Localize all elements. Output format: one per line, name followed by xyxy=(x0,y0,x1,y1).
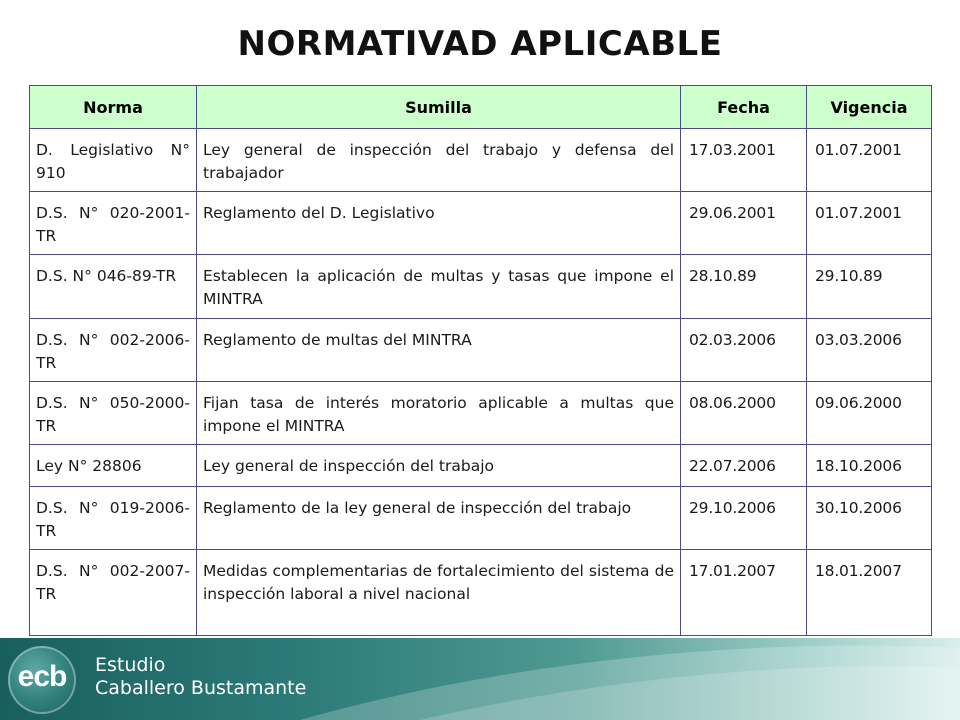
cell-fecha: 02.03.2006 xyxy=(681,319,807,382)
cell-sumilla: Reglamento de multas del MINTRA xyxy=(197,319,681,382)
header-sumilla: Sumilla xyxy=(197,86,681,129)
cell-norma: D.S. N° 019-2006-TR xyxy=(30,487,197,550)
table-row xyxy=(30,487,932,550)
cell-norma: D. Legislativo N° 910 xyxy=(30,129,197,192)
cell-fecha: 08.06.2000 xyxy=(681,382,807,445)
cell-fecha: 17.01.2007 xyxy=(681,550,807,636)
table-row xyxy=(30,192,932,255)
firm-name-line1: Estudio xyxy=(95,654,166,676)
cell-vigencia: 30.10.2006 xyxy=(807,487,932,550)
cell-vigencia: 18.10.2006 xyxy=(807,445,932,487)
table-row xyxy=(30,255,932,319)
cell-vigencia: 01.07.2001 xyxy=(807,192,932,255)
cell-vigencia: 18.01.2007 xyxy=(807,550,932,636)
cell-sumilla: Fijan tasa de interés moratorio aplicable a multas que impone el MINTRA xyxy=(197,382,681,445)
cell-fecha: 29.10.2006 xyxy=(681,487,807,550)
cell-sumilla: Establecen la aplicación de multas y tasas que impone el MINTRA xyxy=(197,255,681,319)
cell-fecha: 28.10.89 xyxy=(681,255,807,319)
normativa-table xyxy=(29,85,932,636)
header-vigencia: Vigencia xyxy=(807,86,932,129)
cell-norma: D.S. N° 050-2000-TR xyxy=(30,382,197,445)
header-norma: Norma xyxy=(30,86,197,129)
header-fecha: Fecha xyxy=(681,86,807,129)
cell-vigencia: 03.03.2006 xyxy=(807,319,932,382)
cell-norma: D.S. N° 002-2006-TR xyxy=(30,319,197,382)
cell-fecha: 17.03.2001 xyxy=(681,129,807,192)
cell-fecha: 22.07.2006 xyxy=(681,445,807,487)
cell-fecha: 29.06.2001 xyxy=(681,192,807,255)
cell-sumilla: Medidas complementarias de fortalecimiento del sistema de inspección laboral a nivel nacional xyxy=(197,550,681,636)
cell-norma: D.S. N° 046-89-TR xyxy=(30,255,197,319)
firm-name-line2: Caballero Bustamante xyxy=(95,677,307,699)
table-row xyxy=(30,129,932,192)
table-header-row xyxy=(30,86,932,129)
cell-norma: D.S. N° 020-2001-TR xyxy=(30,192,197,255)
cell-sumilla: Ley general de inspección del trabajo y defensa del trabajador xyxy=(197,129,681,192)
cell-norma: Ley N° 28806 xyxy=(30,445,197,487)
cell-sumilla: Reglamento de la ley general de inspección del trabajo xyxy=(197,487,681,550)
cell-vigencia: 29.10.89 xyxy=(807,255,932,319)
table-row xyxy=(30,550,932,636)
table-row xyxy=(30,382,932,445)
cell-sumilla: Reglamento del D. Legislativo xyxy=(197,192,681,255)
cell-vigencia: 09.06.2000 xyxy=(807,382,932,445)
cell-sumilla: Ley general de inspección del trabajo xyxy=(197,445,681,487)
table-row xyxy=(30,319,932,382)
table-row xyxy=(30,445,932,487)
ecb-logo-text: ecb xyxy=(17,660,67,693)
page-title: NORMATIVAD APLICABLE xyxy=(237,24,723,64)
cell-vigencia: 01.07.2001 xyxy=(807,129,932,192)
cell-norma: D.S. N° 002-2007-TR xyxy=(30,550,197,636)
